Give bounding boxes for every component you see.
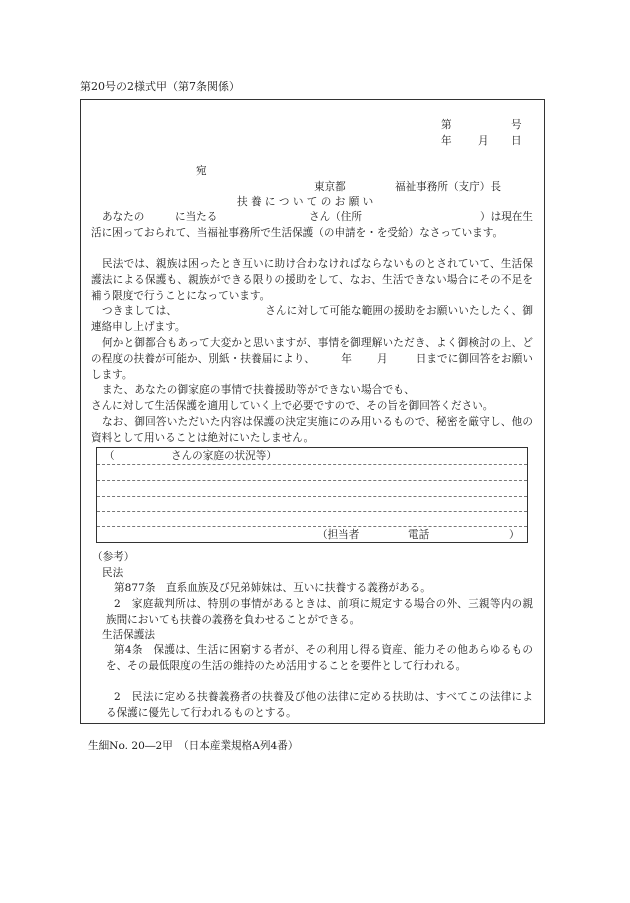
note-denwa: 電話	[408, 529, 430, 541]
para2: 民法では、親族は困ったとき互いに助け合わなければならないものとされていて、生活保護法による保護も、親族ができる限りの援助をして、なお、生活できない場合にその不足を補う限度で行うことになっています。	[91, 258, 533, 302]
document-title: 扶 養 に つ い て の お 願 い	[237, 196, 374, 208]
reference-art4: 第4条 保護は、生活に困窮する者が、その利用し得る資産、能力その他あらゆるものを、その最低限度の生活の維持のため活用することを要件として行われる。	[106, 644, 533, 672]
reference-heading: （参考）	[92, 551, 135, 563]
para1-c: さん（住所	[309, 211, 362, 223]
para1-rest: ）は現在生活に困っておられて、当福祉事務所で生活保護（の申請を・を受給）なさっています。	[91, 211, 533, 239]
note-open: （	[104, 450, 115, 462]
note-line	[97, 480, 527, 481]
footer-form-code: 生細No. 20―2甲 （日本産業規格A列4番）	[88, 740, 299, 752]
note-tanto: （担当者	[317, 529, 360, 541]
reference-minpo: 民法	[102, 567, 124, 579]
note-close: ）	[509, 529, 520, 541]
form-label: 第20号の2様式甲（第7条関係）	[80, 80, 240, 93]
reference-art877-2: 2 家庭裁判所は、特別の事情があるときは、前項に規定する場合の外、三親等内の親族間においても扶養の義務を負わせることができる。	[106, 598, 533, 626]
number-dai: 第	[441, 119, 452, 131]
number-go: 号	[511, 119, 522, 131]
note-line	[97, 511, 527, 512]
sender-tokyo: 東京都	[314, 181, 346, 193]
addressee-ate: 宛	[196, 165, 207, 177]
family-situation-box	[96, 447, 528, 543]
para4: 何かと御都合もあって大変かと思いますが、事情を御理解いただき、よく御検討の上、どの程度の扶養が可能か、別紙・扶養届により、 年 月 日までに御回答をお願いします。	[91, 337, 533, 381]
note-line	[97, 464, 527, 465]
date-hi: 日	[511, 135, 522, 147]
para3: つきましては、 さんに対して可能な範囲の援助をお願いいたしたく、御連絡申し上げます。	[91, 305, 533, 333]
para6: なお、御回答いただいた内容は保護の決定実施にのみ用いるもので、秘密を厳守し、他の資料として用いることは絶対にいたしません。	[91, 416, 533, 444]
note-label: さんの家庭の状況等）	[171, 450, 277, 462]
reference-art4-2: 2 民法に定める扶養義務者の扶養及び他の法律に定める扶助は、すべてこの法律による保護に優先して行われるものとする。	[106, 691, 533, 719]
date-nen: 年	[441, 135, 452, 147]
note-line	[97, 526, 527, 527]
para5: また、あなたの御家庭の事情で扶養援助等ができない場合でも、さんに対して生活保護を適用していく上で必要ですので、その旨を御回答ください。	[91, 384, 494, 412]
reference-art877: 第877条 直系血族及び兄弟姉妹は、互いに扶養する義務がある。	[114, 582, 431, 594]
date-tsuki: 月	[478, 135, 489, 147]
reference-seikatsu: 生活保護法	[102, 629, 155, 641]
para1-b: に当たる	[175, 211, 218, 223]
note-line	[97, 496, 527, 497]
sender-office: 福祉事務所（支庁）長	[395, 181, 501, 193]
para1-a: あなたの	[102, 211, 145, 223]
